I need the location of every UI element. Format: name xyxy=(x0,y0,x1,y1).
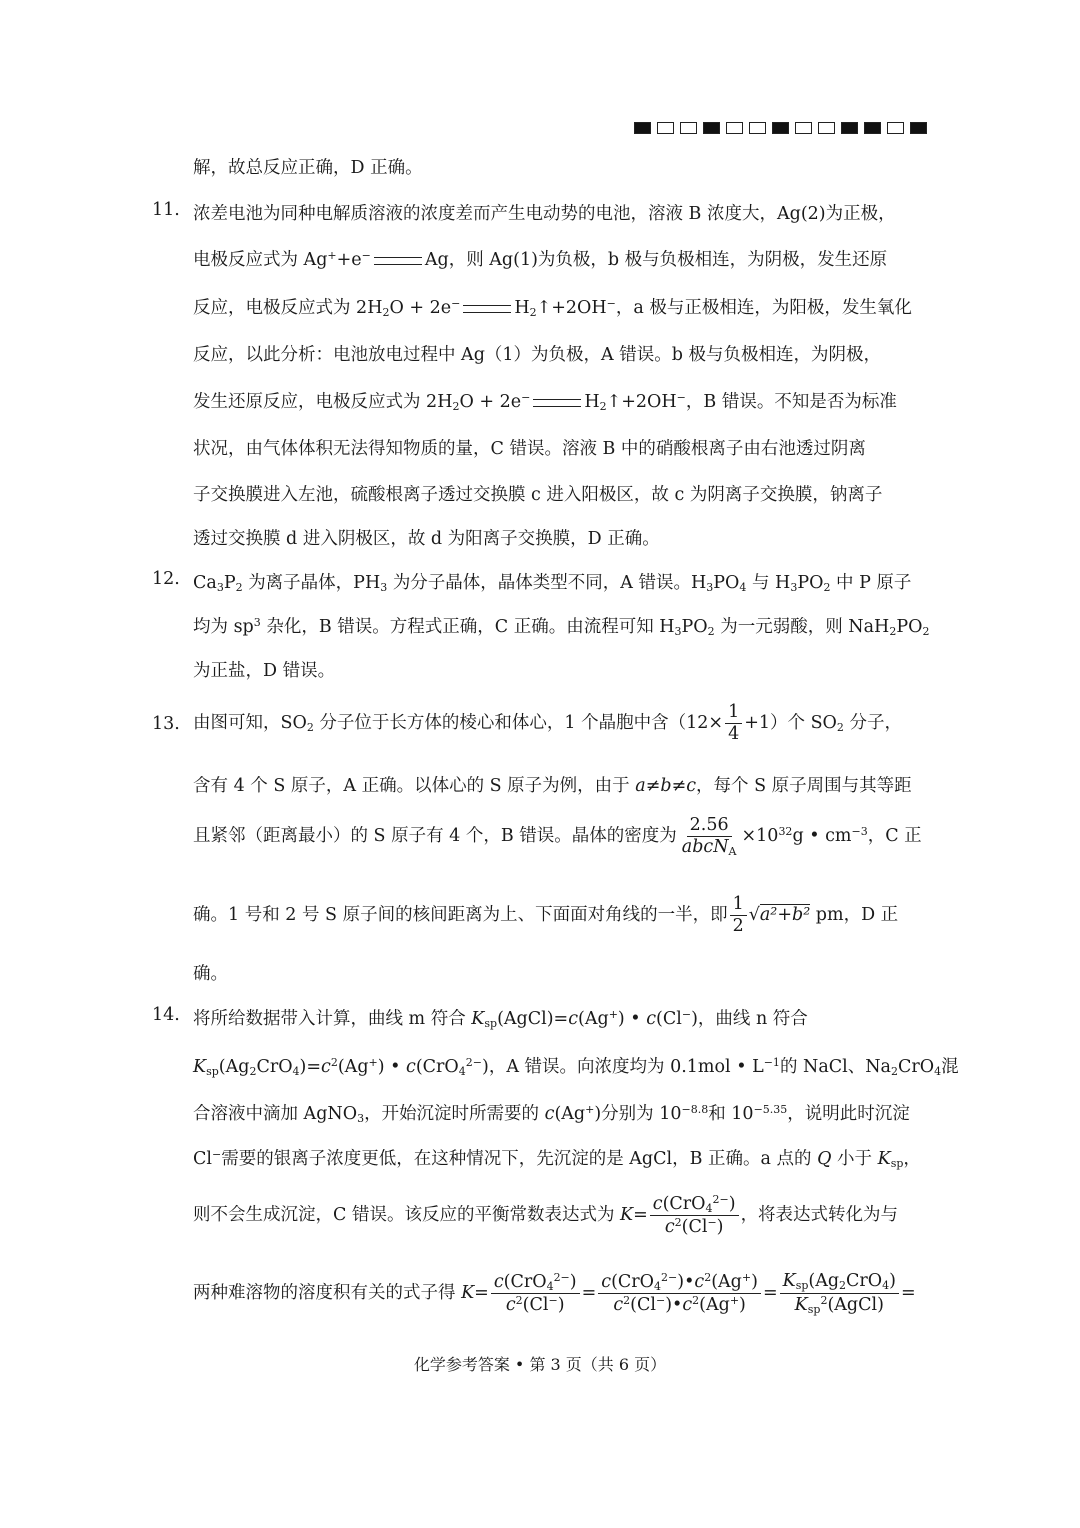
equals-arrow-icon xyxy=(533,399,581,407)
text-line: 将所给数据带入计算，曲线 m 符合 $K_{sp}(AgCl)=c(Ag^+)$ • c(Cl−)，曲线 n 符合 xyxy=(193,1008,808,1030)
text-line: 且紧邻（距离最小）的 S 原子有 4 个，B 错误。晶体的密度为 $\frac{2.56}{abcN_A}$ $\times 10^{32}g$ • $cm^{-3}$，C 正 xyxy=(193,815,922,858)
text-line: 由图可知，$SO_2$ 分子位于长方体的棱心和体心，1 个晶胞中含（12× $\frac{1}{4}$ +1）个 $SO_2$ 分子， xyxy=(193,702,902,744)
header-square-1 xyxy=(634,122,651,134)
header-square-12 xyxy=(887,122,904,134)
fraction-one-half: $\frac{1}{2}$ xyxy=(730,894,747,937)
fraction-one-quarter: $\frac{1}{4}$ xyxy=(725,702,742,745)
header-square-4 xyxy=(703,122,720,134)
text-line: 则不会生成沉淀，C 错误。该反应的平衡常数表达式为 K= $\frac{c(CrO_4^{2-})}{c^2(Cl^-)}$ ，将表达式转化为与 xyxy=(193,1193,899,1238)
text-line: 浓差电池为同种电解质溶液的浓度差而产生电动势的电池，溶液 B 浓度大，Ag(2)为正极， xyxy=(193,204,896,224)
text-line: 透过交换膜 d 进入阴极区，故 d 为阳离子交换膜，D 正确。 xyxy=(193,529,660,549)
text-line: $Ca_3P_2$ 为离子晶体，$PH_3$ 为分子晶体，晶体类型不同，A 错误。$H_3PO_4$ 与 $H_3PO_2$ 中 P 原子 xyxy=(193,573,912,594)
ksp-fraction-3: $\frac{K_{sp}(Ag_2CrO_4)}{K_{sp}^2(AgCl)}$ xyxy=(780,1271,899,1315)
text-line: 含有 4 个 S 原子，A 正确。以体心的 S 原子为例，由于 a≠b≠c，每个 S 原子周围与其等距 xyxy=(193,776,912,796)
header-square-pattern xyxy=(634,122,927,134)
text-line: 反应，电极反应式为 $2H_2O + 2e^-$ $H_2↑+2OH^-$，a 极与正极相连，为阳极，发生氧化 xyxy=(193,297,912,319)
question-number: 11. xyxy=(152,200,180,220)
text-line: 反应，以此分析：电池放电过程中 Ag（1）为负极，A 错误。b 极与负极相连，为阴极， xyxy=(193,345,882,365)
sqrt-icon: √ xyxy=(748,905,760,925)
text-line: $K_{sp}(Ag_2CrO_4)=c^2(Ag^+)$ • c(CrO$_4^{2-}$)，A 错误。向浓度均为 0.1mol • $L^{-1}$的 NaCl、$Na_2CrO_4$混 xyxy=(193,1056,959,1078)
text-line: 解，故总反应正确，D 正确。 xyxy=(193,158,423,178)
text-line: Cl−需要的银离子浓度更低，在这种情况下，先沉淀的是 AgCl，B 正确。a 点的 Q 小于 $K_{sp}$， xyxy=(193,1148,921,1170)
question-number: 13. xyxy=(152,714,180,734)
equals-arrow-icon xyxy=(463,305,511,313)
equilibrium-constant-fraction: $\frac{c(CrO_4^{2-})}{c^2(Cl^-)}$ xyxy=(650,1193,739,1238)
header-square-5 xyxy=(726,122,743,134)
question-number: 14. xyxy=(152,1005,180,1025)
question-number: 12. xyxy=(152,569,180,589)
page-footer: 化学参考答案 • 第 3 页（共 6 页） xyxy=(413,1355,667,1374)
text-line: 发生还原反应，电极反应式为 $2H_2O + 2e^-$ $H_2↑+2OH^-$，B 错误。不知是否为标准 xyxy=(193,391,897,413)
text-line: 确。1 号和 2 号 S 原子间的核间距离为上、下面面对角线的一半，即 $\frac{1}{2}$ √a²+b² pm，D 正 xyxy=(193,894,899,936)
text-line: 两种难溶物的溶度积有关的式子得 K= $\frac{c(CrO_4^{2-})}{c^2(Cl^-)}$ = $\frac{c(CrO_4^{2-})•c^2(Ag^+)}{c^2(Cl^-)•c^2(Ag^+)}$ = $\frac{K_{sp}(Ag_2CrO_4)}{K_{sp}^2(AgCl)}$ = xyxy=(193,1271,916,1316)
ksp-fraction-2: $\frac{c(CrO_4^{2-})•c^2(Ag^+)}{c^2(Cl^-)•c^2(Ag^+)}$ xyxy=(598,1271,761,1316)
text-line: 确。 xyxy=(193,964,228,984)
header-square-8 xyxy=(795,122,812,134)
header-square-3 xyxy=(680,122,697,134)
text-line: 为正盐，D 错误。 xyxy=(193,661,336,681)
header-square-9 xyxy=(818,122,835,134)
text-line: 状况，由气体体积无法得知物质的量，C 错误。溶液 B 中的硝酸根离子由右池透过阴离 xyxy=(193,439,866,459)
text-line: 子交换膜进入左池，硫酸根离子透过交换膜 c 进入阳极区，故 c 为阴离子交换膜，钠离子 xyxy=(193,485,883,505)
header-square-13 xyxy=(910,122,927,134)
text-line: 电极反应式为 Ag++e− Ag，则 Ag(1)为负极，b 极与负极相连，为阴极，发生还原 xyxy=(193,249,888,270)
equals-arrow-icon xyxy=(374,257,422,265)
header-square-6 xyxy=(749,122,766,134)
header-square-7 xyxy=(772,122,789,134)
density-fraction: $\frac{2.56}{abcN_A}$ xyxy=(681,815,737,858)
header-square-11 xyxy=(864,122,881,134)
ksp-fraction-1: $\frac{c(CrO_4^{2-})}{c^2(Cl^-)}$ xyxy=(491,1271,580,1316)
header-square-10 xyxy=(841,122,858,134)
text-line: 均为 $sp^3$ 杂化，B 错误。方程式正确，C 正确。由流程可知 $H_3PO_2$ 为一元弱酸，则 $NaH_2PO_2$ xyxy=(193,616,930,638)
text-line: 合溶液中滴加 AgNO$_3$，开始沉淀时所需要的 c(Ag+)分别为 $10^{-8.8}$和 $10^{-5.35}$，说明此时沉淀 xyxy=(193,1103,910,1125)
header-square-2 xyxy=(657,122,674,134)
